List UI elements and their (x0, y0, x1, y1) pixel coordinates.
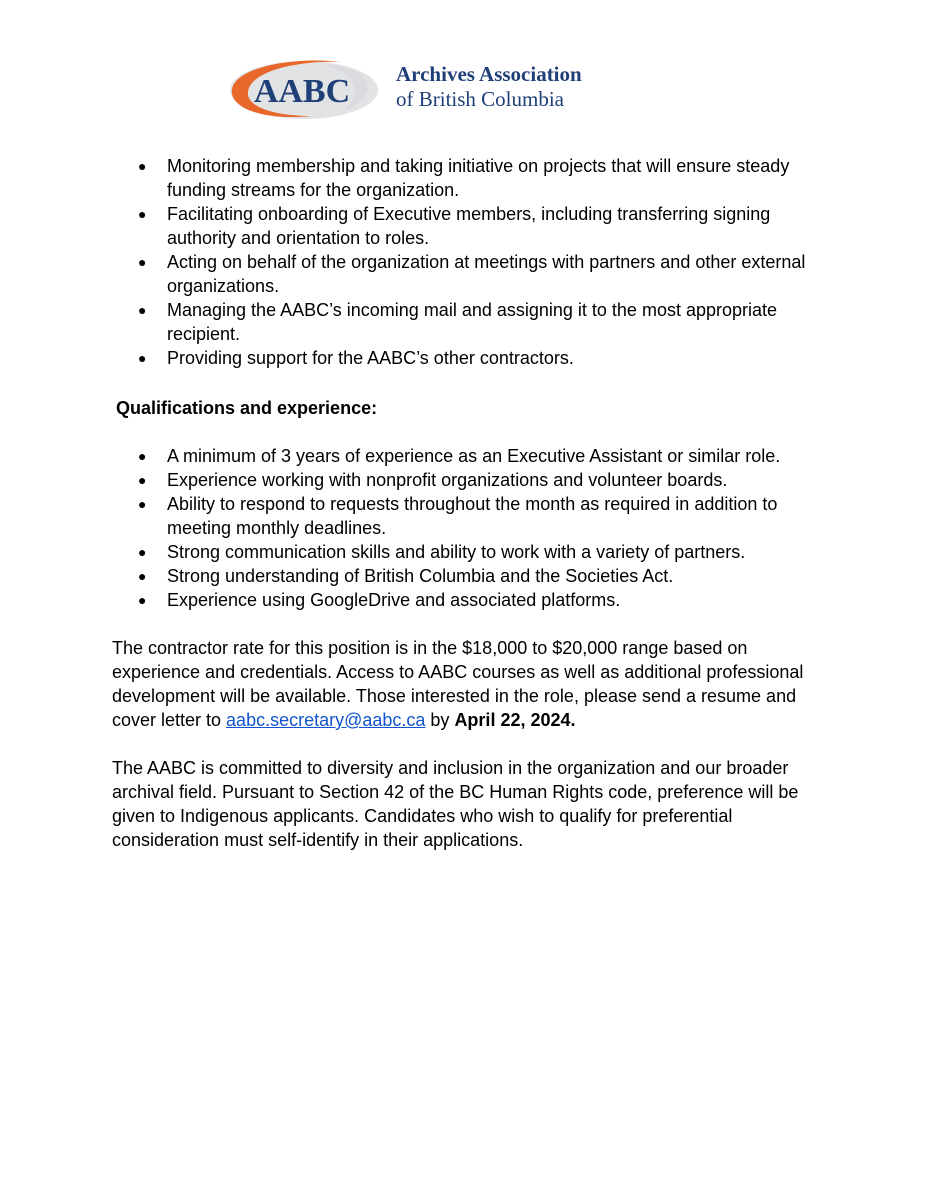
list-item (112, 298, 832, 346)
duties-list (112, 154, 832, 370)
bullet-icon: ● (138, 472, 147, 488)
bullet-icon: ● (138, 544, 147, 560)
email-link[interactable]: aabc.secretary@aabc.ca (226, 710, 426, 730)
list-item (112, 154, 832, 202)
list-item-text: A minimum of 3 years of experience as an Executive Assistant or similar role. (167, 446, 781, 466)
bullet-icon: ● (138, 158, 147, 174)
list-item-text: Acting on behalf of the organization at meetings with partners and other external organizations. (167, 252, 806, 296)
rate-text: The contractor rate for this position is in the $18,000 to $20,000 range based on experience and credentials. Access to AABC courses as well as additional professional development will be available. Those interested in the role, please send a resume and cover letter to (112, 638, 804, 730)
list-item-text: Experience working with nonprofit organizations and volunteer boards. (167, 470, 728, 490)
list-item-text: Ability to respond to requests throughout the month as required in addition to meeting monthly deadlines. (167, 494, 778, 538)
bullet-icon: ● (138, 448, 147, 464)
list-item-text: Facilitating onboarding of Executive members, including transferring signing authority and orientation to roles. (167, 204, 771, 248)
bullet-icon: ● (138, 496, 147, 512)
list-item-text: Monitoring membership and taking initiative on projects that will ensure steady funding streams for the organization. (167, 156, 790, 200)
list-item-text: Experience using GoogleDrive and associated platforms. (167, 590, 621, 610)
bullet-icon: ● (138, 592, 147, 608)
document-body (112, 154, 832, 852)
rate-paragraph (112, 636, 832, 732)
list-item-text: Providing support for the AABC’s other contractors. (167, 348, 574, 368)
list-item-text: Managing the AABC’s incoming mail and assigning it to the most appropriate recipient. (167, 300, 778, 344)
list-item-text: Strong communication skills and ability to work with a variety of partners. (167, 542, 746, 562)
list-item (112, 588, 832, 612)
list-item (112, 250, 832, 298)
bullet-icon: ● (138, 206, 147, 222)
list-item (112, 444, 832, 468)
list-item (112, 346, 832, 370)
bullet-icon: ● (138, 350, 147, 366)
bullet-icon: ● (138, 302, 147, 318)
org-name-line-2: of British Columbia (396, 87, 564, 111)
org-name-line-1: Archives Association (396, 62, 582, 86)
aabc-logo (222, 54, 382, 124)
letterhead (222, 54, 622, 124)
logo-text: AABC (253, 73, 351, 110)
list-item (112, 202, 832, 250)
organization-name (396, 62, 582, 112)
diversity-paragraph: The AABC is committed to diversity and inclusion in the organization and our broader archival field. Pursuant to Section 42 of the BC Human Rights code, preference will be given to Indigenous applicants. Candidates who wish to qualify for preferential consideration must self-identify in their applications. (112, 758, 799, 850)
list-item (112, 468, 832, 492)
list-item (112, 564, 832, 588)
list-item (112, 540, 832, 564)
qualifications-heading: Qualifications and experience: (116, 398, 378, 418)
rate-text-after-link: by (425, 710, 455, 730)
bullet-icon: ● (138, 568, 147, 584)
bullet-icon: ● (138, 254, 147, 270)
list-item (112, 492, 832, 540)
application-deadline: April 22, 2024. (454, 710, 576, 730)
list-item-text: Strong understanding of British Columbia and the Societies Act. (167, 566, 674, 586)
qualifications-list (112, 444, 832, 612)
